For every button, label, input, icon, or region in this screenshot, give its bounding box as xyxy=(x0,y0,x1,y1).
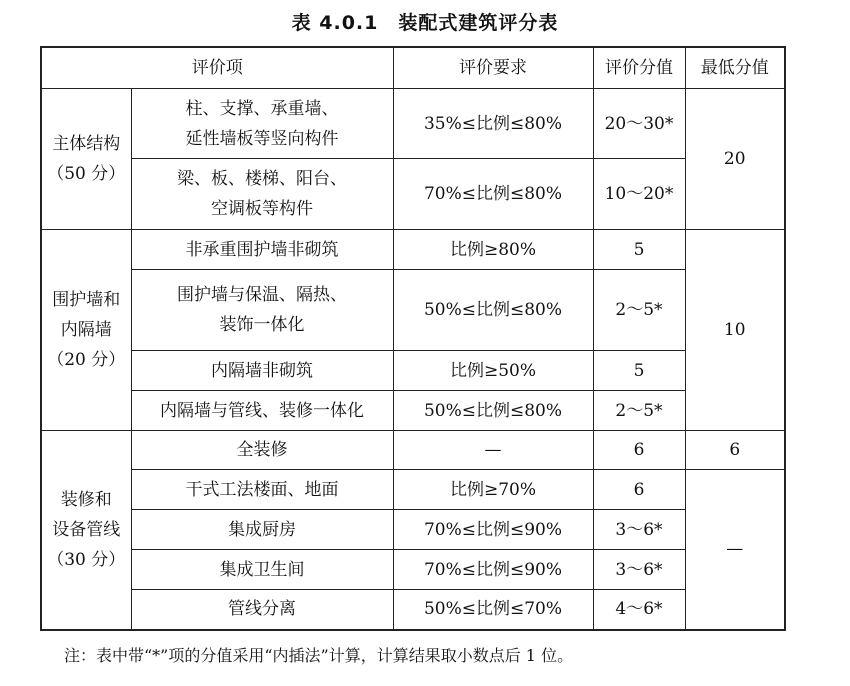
item-cell: 干式工法楼面、地面 xyxy=(131,470,393,510)
group-name: 装修和 设备管线 （30 分） xyxy=(41,431,131,630)
item-cell: 柱、支撑、承重墙、 延性墙板等竖向构件 xyxy=(131,89,393,159)
item-cell: 全装修 xyxy=(131,431,393,470)
header-score: 评价分值 xyxy=(593,47,685,89)
requirement-cell: 70%≤比例≤90% xyxy=(393,550,593,590)
score-cell: 5 xyxy=(593,230,685,270)
header-requirement: 评价要求 xyxy=(393,47,593,89)
requirement-cell: 比例≥50% xyxy=(393,351,593,391)
table-row xyxy=(41,590,785,630)
score-cell: 2～5* xyxy=(593,391,685,431)
table-row xyxy=(41,89,785,159)
requirement-cell: — xyxy=(393,431,593,470)
score-cell: 3～6* xyxy=(593,510,685,550)
header-row xyxy=(41,47,785,89)
table-row xyxy=(41,510,785,550)
requirement-cell: 50%≤比例≤80% xyxy=(393,270,593,351)
item-cell: 管线分离 xyxy=(131,590,393,630)
table-row xyxy=(41,391,785,431)
requirement-cell: 比例≥70% xyxy=(393,470,593,510)
table-note: 注：表中带“*”项的分值采用“内插法”计算，计算结果取小数点后 1 位。 xyxy=(64,646,574,665)
score-cell: 20～30* xyxy=(593,89,685,159)
item-cell: 内隔墙非砌筑 xyxy=(131,351,393,391)
score-cell: 6 xyxy=(593,431,685,470)
group-name: 主体结构 （50 分） xyxy=(41,89,131,230)
table-row xyxy=(41,431,785,470)
group-name: 围护墙和 内隔墙 （20 分） xyxy=(41,230,131,431)
min-score-cell: 10 xyxy=(685,230,785,431)
item-cell: 非承重围护墙非砌筑 xyxy=(131,230,393,270)
scoring-table xyxy=(40,46,786,631)
score-cell: 5 xyxy=(593,351,685,391)
table-row xyxy=(41,550,785,590)
score-cell: 2～5* xyxy=(593,270,685,351)
requirement-cell: 70%≤比例≤90% xyxy=(393,510,593,550)
requirement-cell: 50%≤比例≤80% xyxy=(393,391,593,431)
score-cell: 6 xyxy=(593,470,685,510)
table-row xyxy=(41,470,785,510)
requirement-cell: 比例≥80% xyxy=(393,230,593,270)
item-cell: 梁、板、楼梯、阳台、 空调板等构件 xyxy=(131,159,393,230)
min-score-cell: 6 xyxy=(685,431,785,470)
table-row xyxy=(41,270,785,351)
requirement-cell: 70%≤比例≤80% xyxy=(393,159,593,230)
table-row xyxy=(41,230,785,270)
score-cell: 4～6* xyxy=(593,590,685,630)
score-cell: 10～20* xyxy=(593,159,685,230)
min-score-cell: — xyxy=(685,470,785,630)
table-title: 表 4.0.1 装配式建筑评分表 xyxy=(291,12,559,34)
table-row xyxy=(41,159,785,230)
header-min-score: 最低分值 xyxy=(685,47,785,89)
requirement-cell: 35%≤比例≤80% xyxy=(393,89,593,159)
score-cell: 3～6* xyxy=(593,550,685,590)
item-cell: 集成卫生间 xyxy=(131,550,393,590)
table-row xyxy=(41,351,785,391)
requirement-cell: 50%≤比例≤70% xyxy=(393,590,593,630)
item-cell: 围护墙与保温、隔热、 装饰一体化 xyxy=(131,270,393,351)
header-item: 评价项 xyxy=(41,47,393,89)
min-score-cell: 20 xyxy=(685,89,785,230)
item-cell: 集成厨房 xyxy=(131,510,393,550)
item-cell: 内隔墙与管线、装修一体化 xyxy=(131,391,393,431)
